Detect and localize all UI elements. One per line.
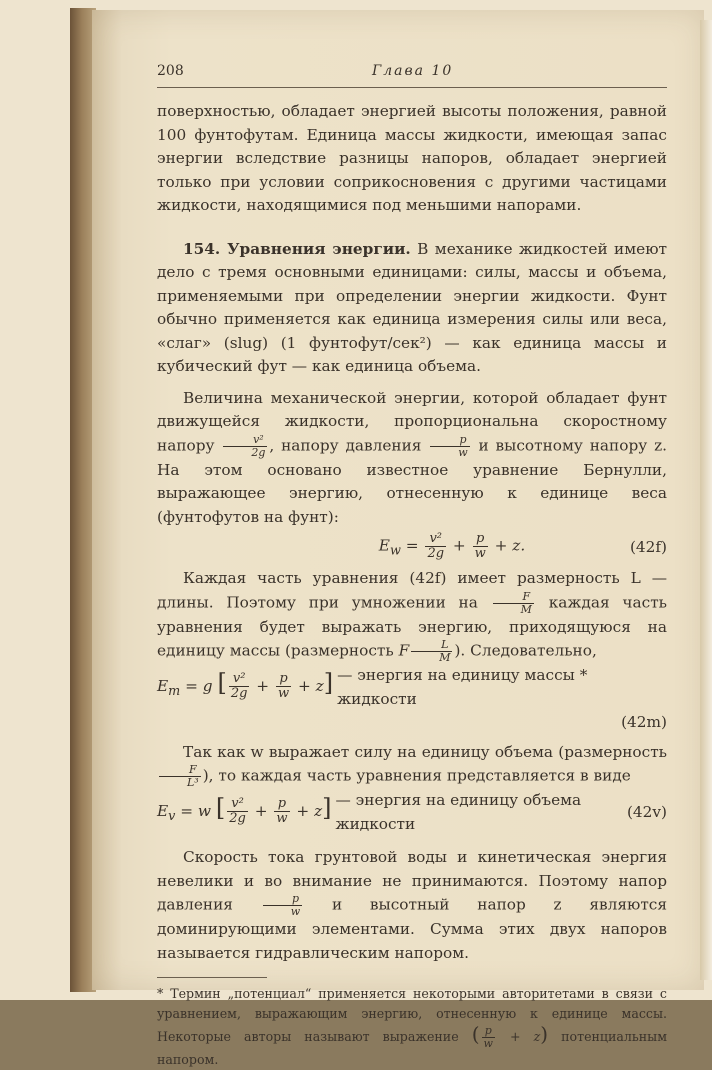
footnote-rule xyxy=(157,977,267,978)
section-text: В механике жидкостей имеют дело с тремя основными единицами: силы, массы и объема, применяемыми при определении энергии жидкости. Фунт обычно применяется как единица измерения силы или веса, «слаг» (slug) (1 фунтофут/сек²) — как единица массы и кубический фут — как единица объема. xyxy=(157,239,667,375)
paragraph-dimension: Каждая часть уравнения (42f) имеет размерность L — длины. Поэтому при умножении на $\frac{F}{M}$ каждая часть уравнения будет выражать энергию, приходящуюся на единицу массы (размерность F $\frac{L}{M}$ ). Следовательно, xyxy=(157,569,667,664)
f-over-l3-fraction: $\frac{F}{\text{L³}}$ xyxy=(159,764,201,789)
equation-42m xyxy=(157,664,667,711)
f-over-m-fraction: $\frac{F}{M}$ xyxy=(493,591,534,616)
paragraph-continuation: поверхностью, обладает энергией высоты положения, равной 100 фунтофутам. Единица массы жидкости, имеющая запас энергии вследствие разницы напоров, обладает энергией только при условии соприкосновения с другими частицами жидкости, находящимися под меньшими напорами. xyxy=(157,102,667,214)
paragraph-section-154 xyxy=(157,238,667,379)
equation-42m-text: — энергия на единицу массы * жидкости xyxy=(337,666,588,708)
footnote-text-end: потенциальным напором. xyxy=(157,1029,667,1067)
paragraph-mechanical-energy: Величина механической энергии, которой обладает фунт движущейся жидкости, пропорциональна скоростному напору $\frac{\text{v²}}{2g}$ , напору давления $\frac{p}{w}$ и высотному напору z. На этом основано известное уравнение Бернулли, выражающее энергию, отнесенную к единице веса (фунтофутов на фунт): xyxy=(157,388,667,526)
section-title: 154. Уравнения энергии. xyxy=(183,239,411,258)
text-span: Величина механической энергии, которой обладает фунт движущейся жидкости, пропорциональна скоростному напору xyxy=(157,388,667,454)
page-number: 208 xyxy=(157,63,184,79)
page-text xyxy=(157,58,667,1070)
page-edge xyxy=(700,20,712,980)
paragraph-groundwater xyxy=(157,846,667,965)
text-span: напору давления xyxy=(281,436,422,454)
equation-42f-number: (42f) xyxy=(629,538,667,557)
text-span: Так как w выражает силу на единицу объема (размерность xyxy=(183,742,667,761)
pressure-head-fraction-2: $\frac{p}{w}$ xyxy=(263,893,302,918)
footnote: * Термин „потенциал“ применяется некоторыми авторитетами в связи с уравнением, выражающим энергию, отнесенную к единице массы. Некоторые авторы называют выражение ( $\frac{p}{w}$ + z) потенциальным напором. xyxy=(157,986,667,1067)
text-span: Каждая часть уравнения (42f) имеет размерность L — длины. Поэтому при умножении на xyxy=(157,569,667,611)
text-span: Скорость тока грунтовой воды и кинетическая энергия невелики и во внимание не принимаются. Поэтому напор давления xyxy=(157,848,667,914)
text-span: ). Следовательно, xyxy=(454,641,597,660)
equation-42v xyxy=(157,789,667,836)
pressure-head-fraction: $\frac{p}{w}$ xyxy=(430,434,469,459)
velocity-head-fraction: $\frac{\text{v²}}{2g}$ xyxy=(223,434,267,459)
equation-42v-text: — энергия на единицу объема жидкости xyxy=(335,791,582,833)
header-rule xyxy=(157,87,667,88)
page-header xyxy=(157,58,667,88)
paragraph-volume xyxy=(157,741,667,790)
equation-42f-body: $E_w$ = $\frac{\text{v²}}{2g}$ + $\frac{p}{w}$ + z. xyxy=(378,531,526,562)
footnote-text: * Термин „потенциал“ применяется некоторыми авторитетами в связи с уравнением, выражающим энергию, отнесенную к единице массы. Некоторые авторы называют выражение xyxy=(157,986,667,1044)
equation-42v-body: $E_v = w$ [ $\frac{\text{v²}}{2g}$ + $\frac{p}{w}$ + z] xyxy=(157,793,332,827)
text-span: и высотный напор z являются доминирующими элементами. Сумма этих двух напоров называется гидравлическим напором. xyxy=(157,895,668,962)
equation-42v-number: (42v) xyxy=(626,802,667,821)
text-span: ), то каждая часть уравнения представляется в виде xyxy=(202,766,631,785)
text-span: и высотному напору z. На этом основано известное уравнение Бернулли, выражающее энергию, отнесенную к единице веса (фунтофутов на фунт): xyxy=(157,436,667,526)
equation-42m-body: $E_m = g$ [ $\frac{\text{v²}}{2g}$ + $\frac{p}{w}$ + z] xyxy=(157,668,334,702)
equation-42f xyxy=(157,531,667,565)
text-span: каждая часть уравнения будет выражать энергию, приходящуюся на единицу массы (размерность xyxy=(157,593,667,660)
l-over-m-fraction: $\frac{L}{M}$ xyxy=(411,639,452,664)
running-head: Глава 10 xyxy=(372,63,454,79)
equation-42m-number: (42m) xyxy=(621,713,667,731)
